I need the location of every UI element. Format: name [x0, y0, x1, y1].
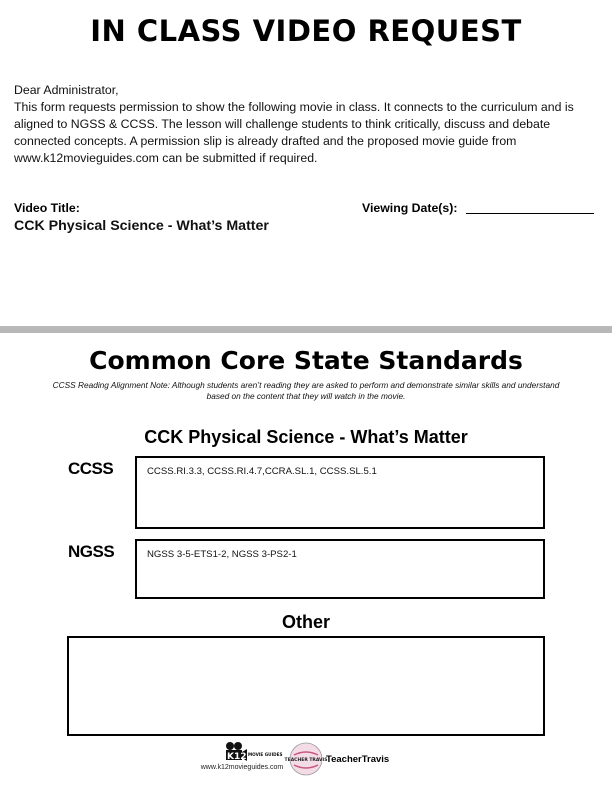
ccss-standards-text: CCSS.RI.3.3, CCSS.RI.4.7,CCRA.SL.1, CCSS.SL.5.1: [147, 466, 377, 477]
ngss-label: NGSS: [68, 542, 115, 561]
video-title-label: Video Title:: [14, 201, 80, 215]
ccss-box[interactable]: [135, 456, 545, 529]
k12-logo-text: K12: [227, 752, 247, 762]
letter-salutation: Dear Administrator,: [14, 83, 119, 97]
section-divider: [0, 326, 612, 333]
teacher-travis-name: TeacherTravis: [326, 754, 390, 765]
ccss-alignment-note: CCSS Reading Alignment Note: Although students aren’t reading they are asked to perform and demonstrate similar skills and understand based on the content that they will watch in the movie.: [52, 380, 560, 401]
request-letter: [14, 82, 600, 167]
movie-title-heading: CCK Physical Science - What’s Matter: [144, 427, 468, 447]
k12-movie-guides-logo: [205, 740, 281, 780]
letter-body: This form requests permission to show the following movie in class. It connects to the curriculum and is aligned to NGSS & CCSS. The lesson will challenge students to think critically, discuss and debate connected concepts. A permission slip is already drafted and the proposed movie guide from www.k12movieguides.com can be submitted if required.: [14, 100, 574, 165]
k12-url: www.k12movieguides.com: [200, 764, 284, 771]
teacher-travis-logo: [284, 741, 328, 777]
tt-logo-text: TEACHER TRAVIS: [284, 758, 328, 763]
viewing-dates-label: Viewing Date(s):: [362, 201, 458, 215]
standards-heading: Common Core State Standards: [89, 346, 523, 375]
ngss-standards-text: NGSS 3-5-ETS1-2, NGSS 3-PS2-1: [147, 549, 297, 560]
video-title-value: CCK Physical Science - What’s Matter: [14, 218, 269, 234]
k12-logo-subtext: MOVIE GUIDES: [248, 752, 283, 757]
other-box[interactable]: [67, 636, 545, 736]
ngss-box[interactable]: [135, 539, 545, 599]
other-heading: Other: [281, 612, 330, 632]
viewing-dates-blank-line[interactable]: [466, 213, 594, 214]
ccss-label: CCSS: [68, 459, 114, 478]
page-title: IN CLASS VIDEO REQUEST: [90, 14, 522, 48]
